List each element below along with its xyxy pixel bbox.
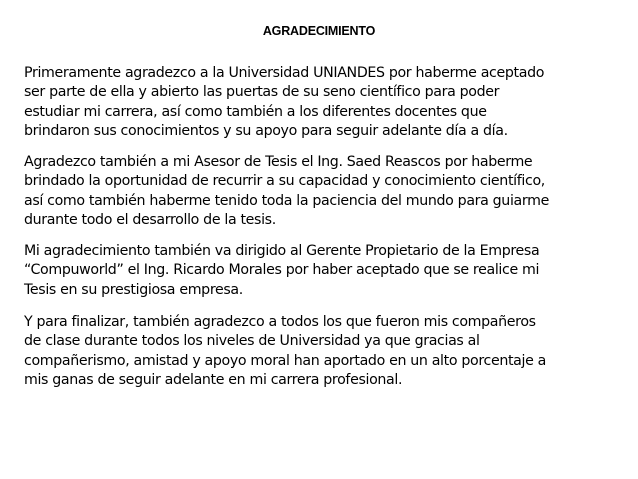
paragraph-company	[24, 242, 624, 300]
paragraph-university	[24, 64, 624, 142]
text-line: brindaron sus conocimientos y su apoyo para seguir adelante día a día.	[24, 123, 508, 140]
text-line: durante todo el desarrollo de la tesis.	[24, 212, 276, 229]
text-line: Mi agradecimiento también va dirigido al Gerente Propietario de la Empresa	[24, 243, 540, 259]
text-line: compañerismo, amistad y apoyo moral han aportado en un alto porcentaje a	[24, 352, 547, 369]
text-line: Y para finalizar, también agradezco a todos los que fueron mis compañeros	[24, 314, 536, 330]
text-line: mis ganas de seguir adelante en mi carrera profesional.	[24, 372, 403, 389]
page-title: AGRADECIMIENTO	[262, 24, 376, 38]
text-line: “Compuworld” el Ing. Ricardo Morales por haber aceptado que se realice mi	[24, 262, 540, 279]
text-line: brindado la oportunidad de recurrir a su capacidad y conocimiento científico,	[24, 173, 545, 190]
text-line: de clase durante todos los niveles de Universidad ya que gracias al	[24, 333, 480, 350]
paragraph-advisor	[24, 153, 624, 231]
text-line: Tesis en su prestigiosa empresa.	[24, 281, 243, 298]
text-line: así como también haberme tenido toda la paciencia del mundo para guiarme	[24, 192, 549, 209]
text-line: ser parte de ella y abierto las puertas de su seno científico para poder	[24, 84, 500, 101]
paragraph-classmates	[24, 313, 624, 391]
text-line: estudiar mi carrera, así como también a los diferentes docentes que	[24, 103, 487, 120]
text-line: Primeramente agradezco a la Universidad UNIANDES por haberme aceptado	[24, 65, 545, 81]
text-line: Agradezco también a mi Asesor de Tesis el Ing. Saed Reascos por haberme	[24, 154, 533, 170]
